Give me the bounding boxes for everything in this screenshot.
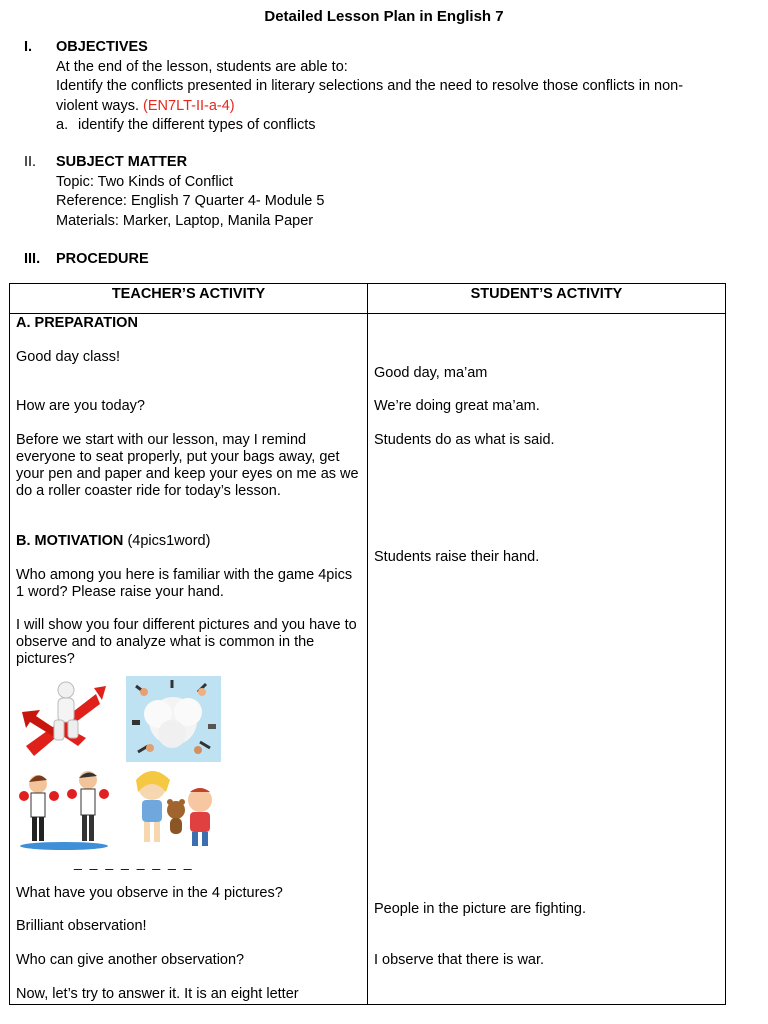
teacher-greeting: Good day class! [16, 349, 120, 365]
motivation-heading [16, 533, 361, 550]
answer-blanks: _ _ _ _ _ _ _ _ [74, 854, 194, 870]
four-pictures-grid [16, 676, 226, 851]
competency-code: (EN7LT-II-a-4) [143, 97, 235, 114]
teacher-answer-prompt: Now, let’s try to answer it. It is an eight letter [16, 986, 299, 1002]
objectives-sub-item [56, 116, 736, 136]
objectives-intro: At the end of the lesson, students are able to: [56, 58, 348, 75]
student-do-as-said: Students do as what is said. [374, 432, 555, 448]
student-doing-great: We’re doing great ma’am. [374, 398, 540, 414]
student-war: I observe that there is war. [374, 952, 545, 968]
subject-matter-title: SUBJECT MATTER [56, 154, 188, 170]
teacher-another-observation: Who can give another observation? [16, 952, 245, 968]
teacher-show-pictures: I will show you four different pictures and you have to observe and to analyze what is common in the pictures? [16, 617, 357, 667]
teacher-activity-cell [10, 314, 368, 1005]
numeral-1: I. [24, 39, 33, 55]
objectives-goal-text: violent ways. [56, 97, 140, 114]
objectives-title: OBJECTIVES [56, 39, 148, 55]
motivation-title: B. MOTIVATION [16, 533, 124, 549]
reference-line: Reference: English 7 Quarter 4- Module 5 [56, 193, 325, 209]
crossroads-arrows-picture [16, 676, 111, 762]
objectives-goal-line2 [56, 97, 736, 117]
motivation-note: (4pics1word) [127, 533, 211, 549]
procedure-title: PROCEDURE [56, 251, 149, 267]
procedure-section [16, 250, 736, 270]
teacher-how-are-you: How are you today? [16, 398, 145, 414]
procedure-heading [16, 250, 736, 270]
teacher-brilliant: Brilliant observation! [16, 918, 147, 934]
numeral-3: III. [24, 251, 41, 267]
objectives-goal-line1: Identify the conflicts presented in literary selections and the need to resolve those conflicts in non- [56, 78, 684, 94]
sub-item-marker: a. [56, 117, 69, 133]
materials-line: Materials: Marker, Laptop, Manila Paper [56, 212, 314, 229]
fight-cloud-picture [126, 676, 221, 762]
activity-table [9, 283, 726, 1005]
student-fighting: People in the picture are fighting. [374, 901, 586, 917]
objectives-section [16, 38, 736, 136]
teacher-activity-header: TEACHER’S ACTIVITY [10, 284, 368, 314]
teacher-reminder: Before we start with our lesson, may I remind everyone to seat properly, put your bags away, get your pen and paper and keep your eyes on me as we do a roller coaster ride for today’s lesson. [16, 432, 359, 499]
preparation-heading: A. PREPARATION [16, 315, 138, 331]
kids-teddy-picture [126, 766, 221, 852]
student-activity-header: STUDENT’S ACTIVITY [368, 284, 726, 314]
student-activity-cell [368, 314, 726, 1005]
subject-matter-heading [16, 153, 736, 173]
subject-matter-section [16, 153, 736, 231]
teacher-what-observe: What have you observe in the 4 pictures? [16, 885, 283, 901]
boxers-picture [16, 766, 111, 852]
teacher-familiar-question: Who among you here is familiar with the game 4pics 1 word? Please raise your hand. [16, 567, 353, 600]
objectives-heading [16, 38, 736, 58]
numeral-2: II. [24, 154, 37, 170]
topic-line: Topic: Two Kinds of Conflict [56, 173, 234, 190]
document-title: Detailed Lesson Plan in English 7 [264, 8, 504, 25]
sub-item-text: identify the different types of conflicts [78, 117, 316, 133]
student-raise-hand: Students raise their hand. [374, 549, 540, 565]
student-good-day: Good day, ma’am [374, 365, 488, 381]
